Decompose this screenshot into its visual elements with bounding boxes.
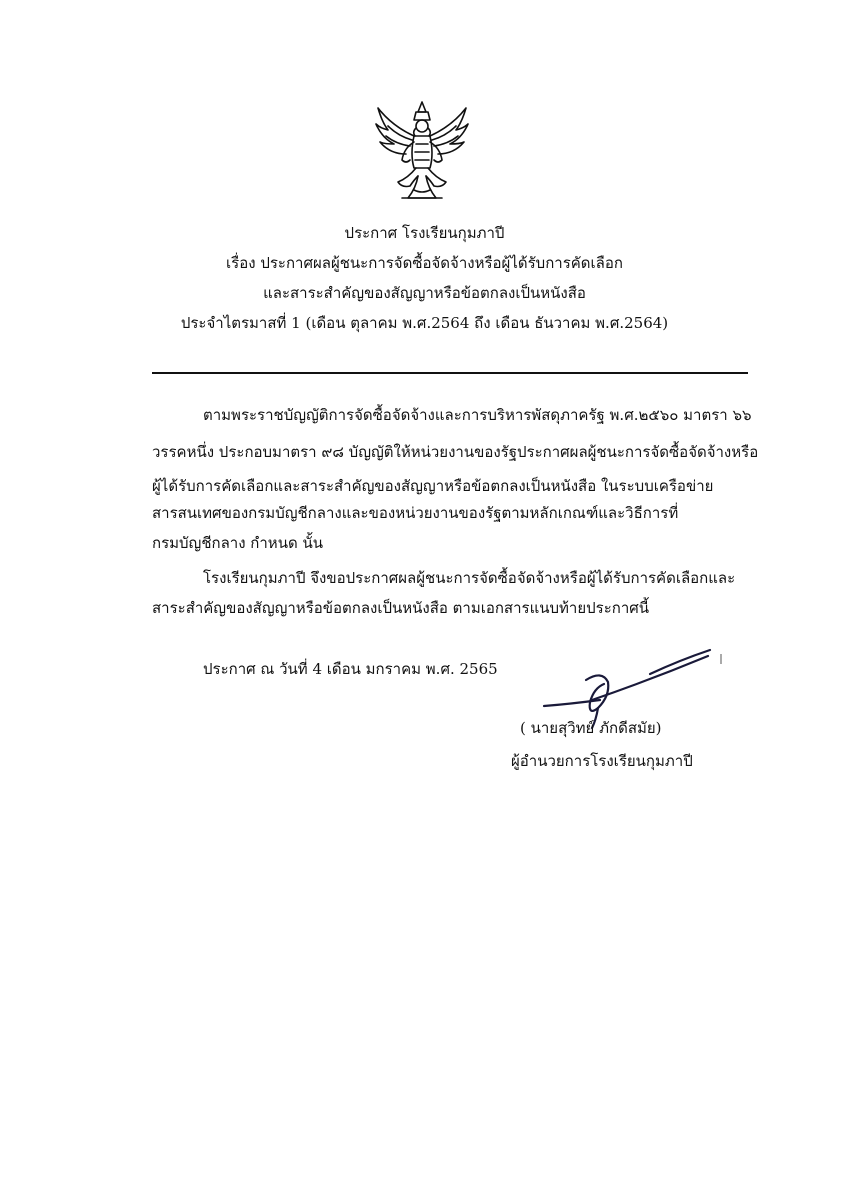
signatory-name: ( นายสุวิทย์ ภักดีสมัย) (520, 719, 662, 737)
body-paragraph-1-line-4: สารสนเทศของกรมบัญชีกลางและของหน่วยงานของรัฐตามหลักเกณฑ์และวิธีการที่ (152, 504, 679, 522)
body-paragraph-1-line-1: ตามพระราชบัญญัติการจัดซื้อจัดจ้างและการบริหารพัสดุภาครัฐ พ.ศ.๒๕๖๐ มาตรา ๖๖ (203, 406, 752, 424)
header-period: ประจำไตรมาสที่ 1 (เดือน ตุลาคม พ.ศ.2564 ถึง เดือน ธันวาคม พ.ศ.2564) (180, 314, 669, 332)
announcement-date: ประกาศ ณ วันที่ 4 เดือน มกราคม พ.ศ. 2565 (203, 660, 498, 678)
header-subject-cont: และสาระสำคัญของสัญญาหรือข้อตกลงเป็นหนังสือ (263, 284, 586, 302)
header-subject: เรื่อง ประกาศผลผู้ชนะการจัดซื้อจัดจ้างหรือผู้ได้รับการคัดเลือก (226, 254, 623, 272)
body-paragraph-1-line-5: กรมบัญชีกลาง กำหนด นั้น (152, 534, 323, 552)
header-divider (152, 372, 748, 374)
announcement-header (150, 218, 699, 338)
header-title: ประกาศ โรงเรียนกุมภาปี (344, 224, 505, 242)
signatory-title: ผู้อำนวยการโรงเรียนกุมภาปี (511, 752, 693, 770)
body-paragraph-1-line-3: ผู้ได้รับการคัดเลือกและสาระสำคัญของสัญญาหรือข้อตกลงเป็นหนังสือ ในระบบเครือข่าย (152, 477, 714, 495)
body-paragraph-2-line-2: สาระสำคัญของสัญญาหรือข้อตกลงเป็นหนังสือ ตามเอกสารแนบท้ายประกาศนี้ (152, 599, 650, 617)
body-paragraph-1-line-2: วรรคหนึ่ง ประกอบมาตรา ๙๘ บัญญัติให้หน่วยงานของรัฐประกาศผลผู้ชนะการจัดซื้อจัดจ้างหรือ (152, 443, 759, 461)
garuda-emblem-icon (372, 98, 472, 202)
body-paragraph-2-line-1: โรงเรียนกุมภาปี จึงขอประกาศผลผู้ชนะการจัดซื้อจัดจ้างหรือผู้ได้รับการคัดเลือกและ (203, 569, 736, 587)
